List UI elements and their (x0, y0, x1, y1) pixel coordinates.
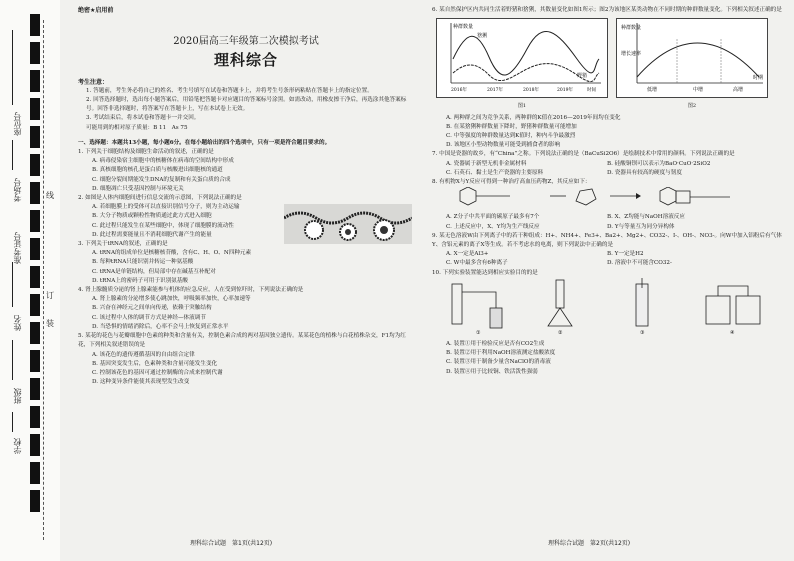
fig2-tick: 中增 (693, 87, 704, 94)
fig2-ylabel-2: 增长速率 (621, 51, 642, 58)
fig1-series-label: 猞猁 (477, 33, 488, 40)
option: D. 装置④用于比较铜、铁活泼性强弱 (446, 368, 538, 375)
option: B. X、Z均能与NaOH溶液反应 (607, 214, 685, 221)
option: C. 此过程只能发生在某些细胞中，体现了细胞膜的流动性 (92, 222, 234, 229)
fig1-xlabel: 时间 (587, 88, 596, 94)
fig2-caption: 图2 (687, 103, 697, 110)
fig1-tick: 2017年 (487, 88, 503, 94)
option: D. tRNA上的密码子可用于识别氨基酸 (92, 277, 188, 284)
exam-title: 2020届高三年级第二次模拟考试 (173, 36, 319, 48)
option: D. 此过程需要能量且不消耗细胞代谢产生的能量 (92, 231, 212, 238)
option: A. Z分子中共平面的碳原子最多有7个 (446, 214, 540, 221)
fig1-tick: 2016年 (451, 88, 467, 94)
binding-margin (0, 0, 60, 561)
option: B. 在某猞猁种群数量下降时，野猪种群数量可能增加 (446, 123, 577, 130)
school-label: 学校 (13, 438, 22, 454)
black-binding-strip (30, 14, 40, 514)
note-item: 2. 回答选择题时，选出每小题答案后，用铅笔把答题卡对应题目的答案标号涂黑。如需改动，用橡皮擦干净后，再选涂其他答案标号。回答非选择题时，将答案写在答题卡上，写在本试卷上无效。 (86, 97, 407, 113)
question-stem: 8. 有机物X与Y反应可得到一种治疗高血压药物Z，其反应如下： (432, 179, 591, 186)
confidential-mark: 绝密★启用前 (78, 7, 114, 14)
seat-number-label: 座位号 (13, 112, 22, 136)
option: C. 中等强度的种群数量达到K值时，种内斗争最激烈 (446, 133, 576, 140)
seal-char: 装 (46, 319, 54, 328)
note-item: 3. 考试结束后，将本试卷和答题卡一并交回。 (86, 115, 200, 122)
option: B. Y一定是H2 (607, 251, 644, 258)
option: C. 该过程中人体的调节方式是神经—体液调节 (92, 314, 206, 321)
page-footer: 理科综合试题 第1页(共12页) (190, 540, 273, 547)
apparatus-label: ① (476, 329, 481, 336)
apparatus-label: ② (558, 329, 563, 336)
option: C. tRNA是单链结构，但局部中存在碱基互补配对 (92, 268, 216, 275)
fig1-tick: 2018年 (523, 88, 539, 94)
option: A. 若细胞膜上的受体可以直接识别信号分子，则为主动运输 (92, 204, 240, 211)
question-stem: 2. 如图是人体内细胞间进行信息交流的示意图，下列说法正确的是 (78, 195, 242, 202)
question-stem: 5. 某花的花色与花瓣细胞中色素的种类和含量有关，控制色素合成的两对基因独立遗传。某某花色的植株与白花植株杂交，F1均为红花，下列相关叙述错误的是 (78, 333, 406, 349)
fig2-tick: 高增 (733, 87, 744, 94)
option: B. 真核细胞的核孔是蛋白质与核酸进出细胞核的通道 (92, 167, 223, 174)
option: A. 两种群之间为竞争关系，两种群的K值在2016—2019年间均在变化 (446, 114, 621, 121)
note-item: 可能用到的相对原子质量：B 11 As 75 (86, 124, 188, 131)
option: A. X一定是Al3+ (446, 251, 489, 258)
option: A. 病毒侵染宿主细胞中的核糖体在病毒的空间结构中形成 (92, 158, 234, 165)
question-stem: 6. 某自然保护区内共同生活着野猪和猞猁，其数量变化如图1所示；图2为该地区某类动物在不同时期的种群数量变化。下列相关叙述正确的是 (432, 7, 782, 13)
notes-heading: 考生注意： (78, 78, 109, 86)
option: C. 石英石、黏土是生产瓷器的主要原料 (446, 169, 544, 176)
fig2-ylabel: 种群数量 (621, 25, 642, 32)
option: D. 瓷器具有较高的硬度与韧度 (607, 169, 682, 176)
population-figure-1 (436, 18, 608, 98)
question-stem: 4. 肾上腺髓质分泌的肾上腺素能参与机体的应急反应，人在受到惊吓时，下列说法正确的是 (78, 287, 304, 294)
question-stem: 7. 中国是瓷器的故乡，有“China”之称。下列说法正确的是（BaCuSi2O6）是绘制技术中常用的颜料。下列说法正确的是 (432, 151, 735, 158)
option: A. 肾上腺素的分泌增多使心跳加快，呼吸频率加快，心率加速等 (92, 296, 251, 303)
seal-char: 线 (46, 191, 54, 200)
option: C. W中最多含有6种离子 (446, 260, 508, 267)
option: B. 兴奋在神经元之间单向传递，依赖于突触结构 (92, 305, 212, 312)
note-item: 1. 答题前，考生务必将自己的姓名、考生号填写在试卷和答题卡上，并将考生号条形码粘贴在答题卡上的指定位置。 (86, 87, 373, 94)
question-stem: 9. 某无色溶液W由下列离子中的若干种组成：H+、NH4+、Fe3+、Ba2+、Mg2+、CO32-、I-、OH-、NO3-。向W中加入铝粉后有气体Y、含铝元素的离子X等生成。若不考虑水的电离，则下列说法中正确的是 (432, 232, 782, 249)
answer-line (12, 340, 13, 380)
subject-title: 理科综合 (213, 51, 278, 70)
option: A. 装置①用于检验反应是否有CO2生成 (446, 341, 545, 348)
question-stem: 3. 下列关于tRNA的叙述，正确的是 (78, 241, 168, 248)
answer-line (12, 262, 13, 307)
option: D. Y与等量互为同分异构体 (607, 223, 675, 230)
fig1-caption: 图1 (517, 103, 527, 110)
cell-membrane-figure (284, 204, 412, 244)
name-label: 姓名 (13, 315, 22, 331)
exam-room-label: 考场号 (13, 178, 22, 202)
option: D. 溶液中不可能含CO32- (607, 260, 672, 267)
option: C. 装置③用于制备少量含NaClO的消毒液 (446, 359, 551, 366)
option: B. 每种tRNA只能识别并转运一种氨基酸 (92, 259, 194, 266)
answer-line (12, 30, 13, 105)
option: D. 该地区小型动物数量可能受到捕食者的影响 (446, 142, 561, 149)
option: C. 控制该花色的基因可通过控制酶的合成来控制代谢 (92, 369, 223, 376)
fig1-ylabel: 种群数量 (453, 24, 474, 31)
seal-line (43, 20, 44, 540)
class-label: 班级 (13, 388, 22, 404)
option: C. 上述反应中，X、Y均为生产线反应 (446, 223, 540, 230)
option: B. 大分子物质或颗粒性物质通过此方式进入细胞 (92, 213, 212, 220)
question-stem: 1. 下列关于细胞结构及细胞生命活动的叙述，正确的是 (78, 149, 214, 156)
fig1-series-label: 野猪 (577, 73, 588, 80)
admission-number-label: 准考证号 (13, 232, 22, 264)
option: D. 细胞凋亡只受基因控制与环境无关 (92, 185, 184, 192)
fig2-tick: 低增 (647, 87, 658, 94)
answer-line (12, 412, 13, 432)
question-stem: 10. 下列实验装置能达到相应实验目的的是 (432, 269, 538, 276)
left-page (78, 6, 414, 387)
right-page (432, 6, 782, 377)
population-figure-2 (616, 18, 768, 98)
fig2-xlabel: 时期 (753, 75, 764, 82)
answer-line (12, 140, 13, 170)
fig1-tick: 2019年 (557, 88, 573, 94)
option: D. 这种变异条件能使其表现型发生改变 (92, 379, 190, 386)
option: A. 该花色的遗传遵循基因的自由组合定律 (92, 351, 195, 358)
option: B. 硅酸铜钡可以表示为BaO·CuO·2SiO2 (607, 160, 711, 167)
seal-char: 订 (46, 291, 54, 300)
option: B. 基因突变发生后，色素种类和含量可能发生变化 (92, 360, 218, 367)
option: C. 细胞分裂间期能发生DNA的复制和有关蛋白质的合成 (92, 176, 231, 183)
page-footer: 理科综合试题 第2页(共12页) (548, 540, 631, 547)
option: A. tRNA的组成单位是核糖核苷酸，含有C、H、O、N四种元素 (92, 250, 252, 257)
section-heading: 一、选择题：本题共13小题，每小题6分。在每小题给出的四个选项中，只有一项是符合题目要求的。 (78, 139, 331, 146)
apparatus-label: ③ (640, 329, 645, 336)
apparatus-label: ④ (730, 329, 735, 336)
apparatus-figures (436, 278, 781, 336)
option: B. 装置②用于利用NaOH溶液测定盐酸浓度 (446, 350, 556, 357)
option: D. 当恐惧的情绪消除后，心率不会马上恢复到正常水平 (92, 323, 229, 330)
reaction-scheme (440, 187, 780, 209)
option: A. 瓷器属于新型无机非金属材料 (446, 160, 527, 167)
